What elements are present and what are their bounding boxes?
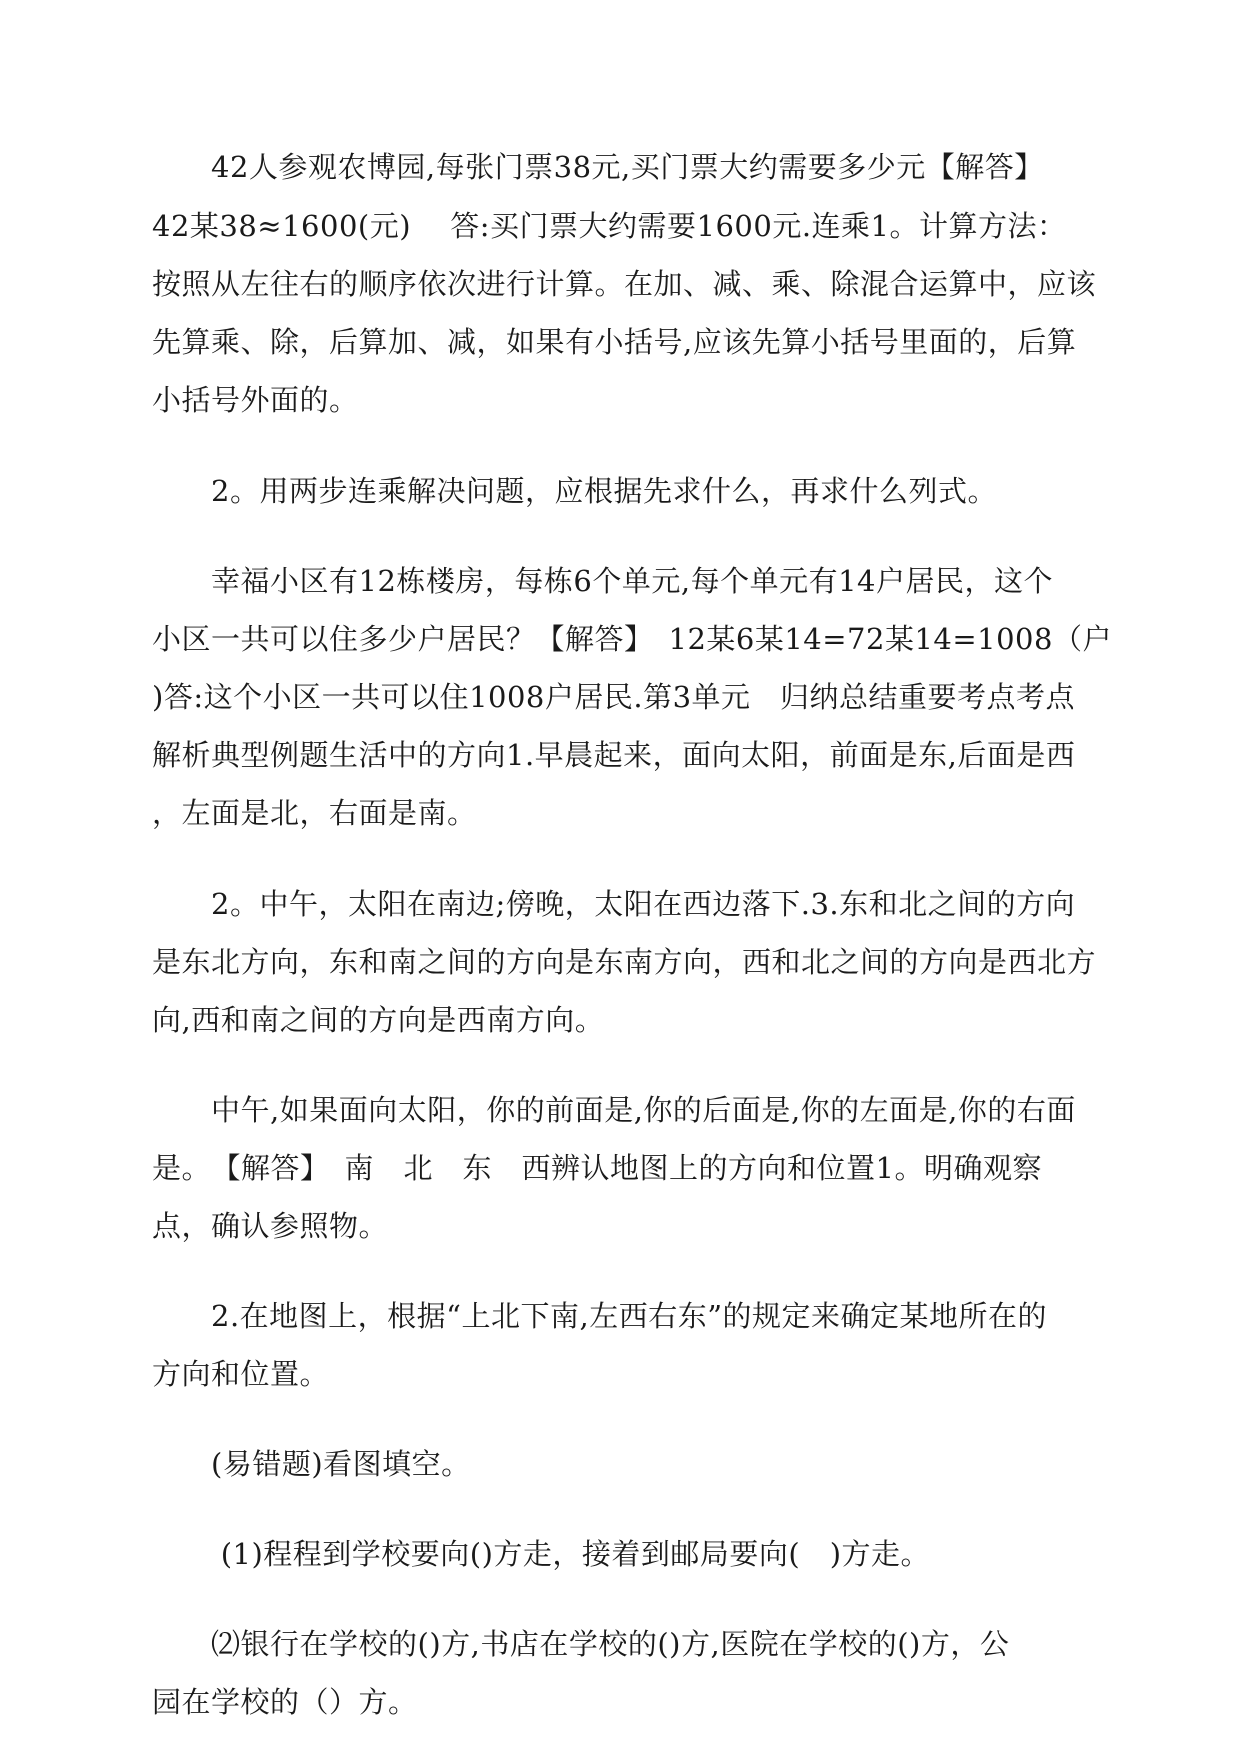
paragraph-line: 2。中午，太阳在南边;傍晚，太阳在西边落下.3.东和北之间的方向 — [152, 887, 1076, 921]
paragraph-line: 点，确认参照物。 — [152, 1209, 389, 1243]
paragraph-line: 42某38≈1600(元) 答:买门票大约需要1600元.连乘1。计算方法： — [152, 209, 1067, 243]
paragraph-line: 方向和位置。 — [152, 1357, 330, 1391]
paragraph-line: 42人参观农博园,每张门票38元,买门票大约需要多少元【解答】 — [152, 150, 1044, 184]
paragraph-line: 2。用两步连乘解决问题，应根据先求什么，再求什么列式。 — [152, 474, 997, 508]
paragraph-line: ⑵银行在学校的()方,书店在学校的()方,医院在学校的()方，公 — [152, 1627, 1010, 1661]
paragraph-line: 是东北方向，东和南之间的方向是东南方向，西和北之间的方向是西北方 — [152, 945, 1097, 979]
paragraph-line: 小括号外面的。 — [152, 383, 359, 417]
paragraph-line: 中午,如果面向太阳，你的前面是,你的后面是,你的左面是,你的右面 — [152, 1093, 1076, 1127]
paragraph-line: 小区一共可以住多少户居民？【解答】 12某6某14=72某14=1008（户 — [152, 622, 1112, 656]
paragraph-line: 是。 【解答】 南 北 东 西辨认地图上的方向和位置1。明确观察 — [152, 1151, 1042, 1185]
paragraph-line: 向,西和南之间的方向是西南方向。 — [152, 1003, 605, 1037]
paragraph-line: 先算乘、除，后算加、减，如果有小括号,应该先算小括号里面的，后算 — [152, 325, 1077, 359]
paragraph-line: 解析典型例题生活中的方向1.早晨起来，面向太阳，前面是东,后面是西 — [152, 738, 1076, 772]
paragraph-line: 园在学校的（）方。 — [152, 1685, 418, 1719]
paragraph-line: 2.在地图上，根据“上北下南,左西右东”的规定来确定某地所在的 — [152, 1299, 1048, 1333]
paragraph-line: (1)程程到学校要向()方走，接着到邮局要向( )方走。 — [152, 1537, 931, 1571]
paragraph-line: 按照从左往右的顺序依次进行计算。在加、减、乘、除混合运算中，应该 — [152, 267, 1097, 301]
paragraph-line: 幸福小区有12栋楼房，每栋6个单元,每个单元有14户居民，这个 — [152, 564, 1053, 598]
paragraph-line: ，左面是北，右面是南。 — [152, 796, 477, 830]
paragraph-line: (易错题)看图填空。 — [152, 1447, 471, 1481]
paragraph-line: )答:这个小区一共可以住1008户居民.第3单元 归纳总结重要考点考点 — [152, 680, 1076, 714]
